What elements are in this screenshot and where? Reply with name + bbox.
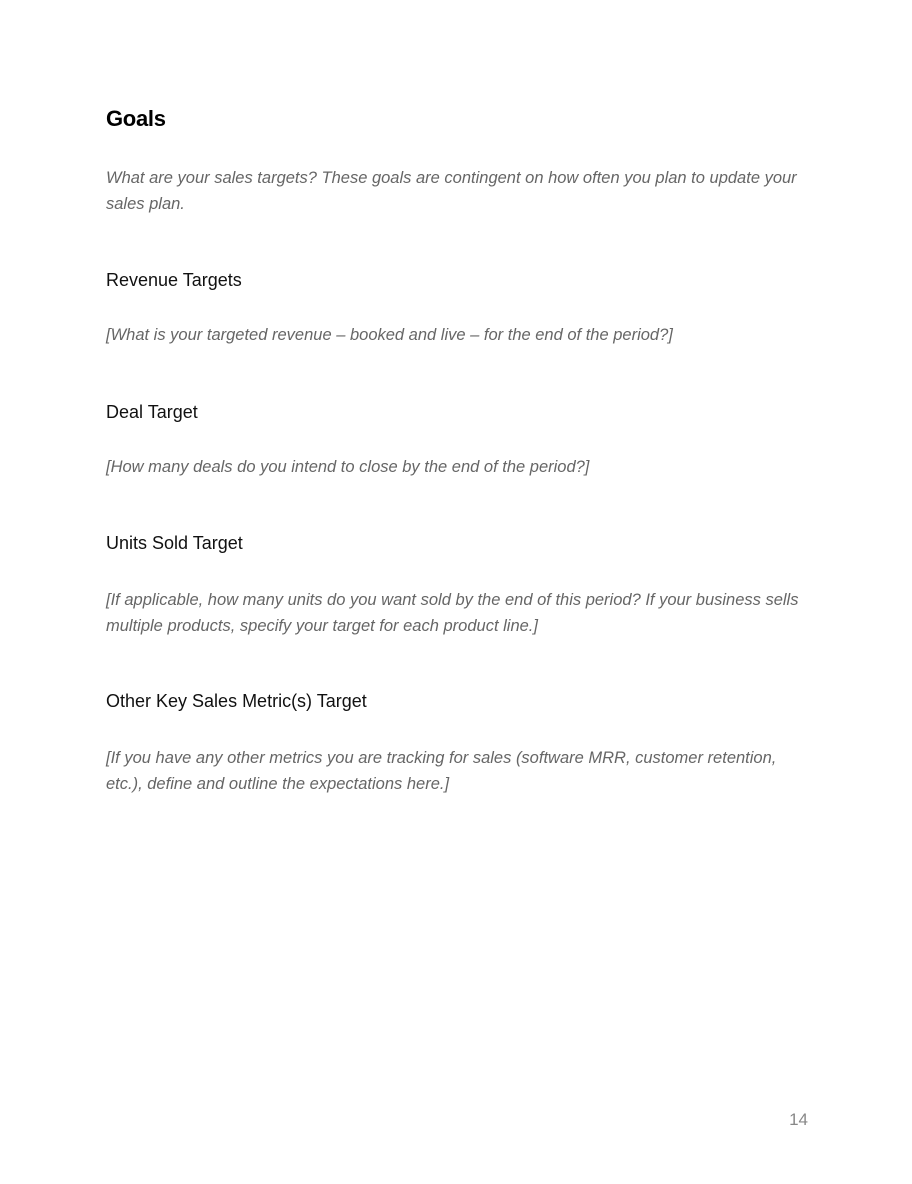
section-description-other-key-sales-metrics: [If you have any other metrics you are tracking for sales (software MRR, customer retention, etc.), define and outline the expectations here.] xyxy=(106,749,777,793)
section-description-deal-target: [How many deals do you intend to close by the end of the period?] xyxy=(106,458,590,476)
section-title-units-sold-target: Units Sold Target xyxy=(106,533,243,553)
page-heading: Goals xyxy=(106,106,166,131)
page-number: 14 xyxy=(789,1110,808,1129)
section-description-units-sold-target: [If applicable, how many units do you want sold by the end of this period? If your business sells multiple products, specify your target for each product line.] xyxy=(106,591,799,635)
section-description-revenue-targets: [What is your targeted revenue – booked and live – for the end of the period?] xyxy=(106,326,673,344)
section-title-revenue-targets: Revenue Targets xyxy=(106,270,242,290)
document-page xyxy=(106,0,816,1184)
section-title-other-key-sales-metrics: Other Key Sales Metric(s) Target xyxy=(106,691,367,711)
intro-text: What are your sales targets? These goals are contingent on how often you plan to update your sales plan. xyxy=(106,169,797,213)
section-title-deal-target: Deal Target xyxy=(106,402,198,422)
